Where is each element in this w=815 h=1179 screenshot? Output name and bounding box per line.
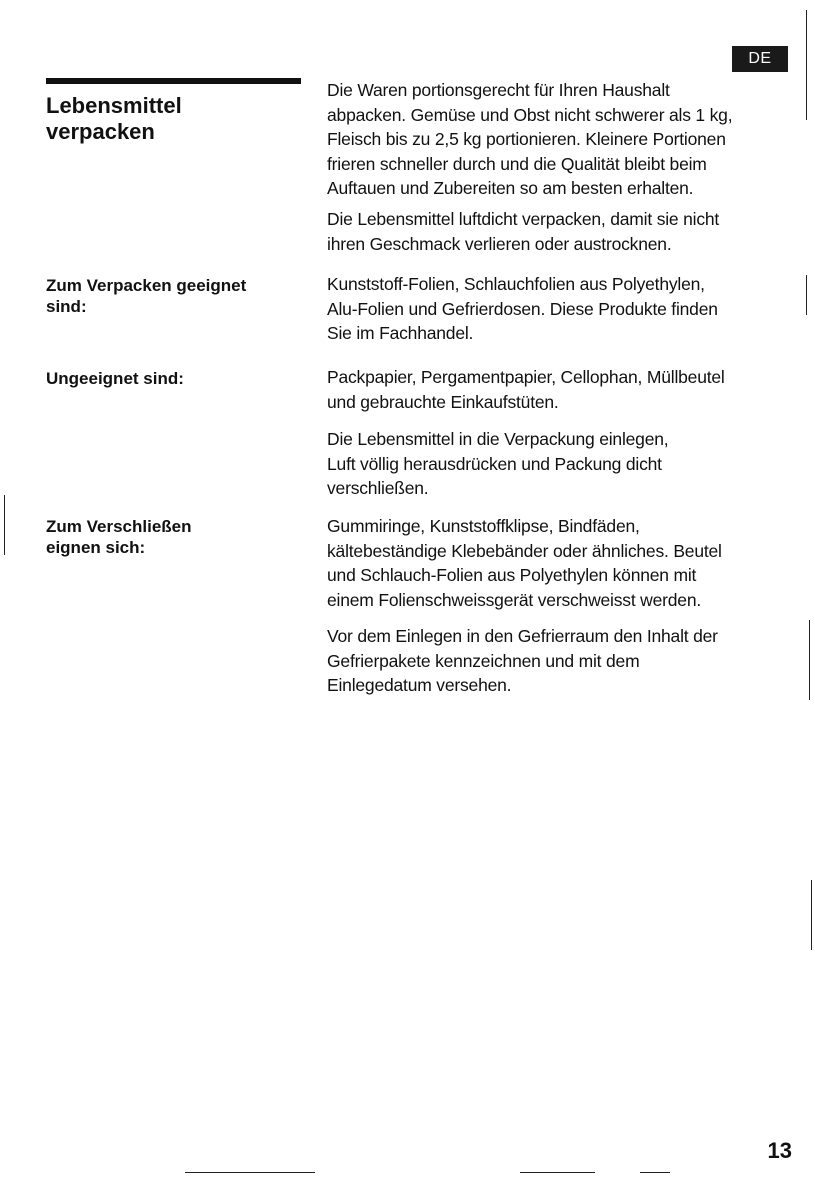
paragraph-sealing-materials: Gummiringe, Kunststoffklipse, Bindfäden, kältebeständige Klebebänder oder ähnliches. Beutel und Schlauch-Folien aus Polyethylen können mit einem Folienschweissgerät verschweisst werden. [327, 516, 722, 610]
scan-edge-mark [520, 1172, 595, 1173]
scan-edge-mark [811, 880, 812, 950]
scan-edge-mark [806, 275, 807, 315]
section-title: Lebensmittel verpacken [46, 93, 182, 144]
section-rule [46, 78, 301, 84]
paragraph-portioning: Die Waren portionsgerecht für Ihren Haushalt abpacken. Gemüse und Obst nicht schwerer als 1 kg, Fleisch bis zu 2,5 kg portionieren. Kleinere Portionen frieren schneller durch und die Qualität bleibt beim Auftauen und Zubereiten so am besten erhalten. [327, 80, 733, 198]
paragraph-packing-steps: Die Lebensmittel in die Verpackung einlegen, Luft völlig herausdrücken und Packung dicht verschließen. [327, 429, 669, 498]
paragraph-airtight: Die Lebensmittel luftdicht verpacken, damit sie nicht ihren Geschmack verlieren oder austrocknen. [327, 209, 720, 254]
label-suitable: Zum Verpacken geeignet sind: [46, 276, 247, 316]
paragraph-suitable-materials: Kunststoff-Folien, Schlauchfolien aus Polyethylen, Alu-Folien und Gefrierdosen. Diese Produkte finden Sie im Fachhandel. [327, 274, 718, 343]
page-number: 13 [767, 1138, 792, 1163]
label-sealing: Zum Verschließen eignen sich: [46, 517, 192, 557]
scan-edge-mark [640, 1172, 670, 1173]
scan-edge-mark [806, 10, 807, 120]
language-badge: DE [732, 46, 788, 72]
label-unsuitable: Ungeeignet sind: [46, 369, 184, 388]
scan-edge-mark [4, 495, 5, 555]
paragraph-unsuitable-materials: Packpapier, Pergamentpapier, Cellophan, Müllbeutel und gebrauchte Einkaufstüten. [327, 367, 725, 412]
scan-edge-mark [185, 1172, 315, 1173]
scan-edge-mark [809, 620, 810, 700]
paragraph-labeling: Vor dem Einlegen in den Gefrierraum den Inhalt der Gefrierpakete kennzeichnen und mit dem Einlegedatum versehen. [327, 626, 718, 695]
